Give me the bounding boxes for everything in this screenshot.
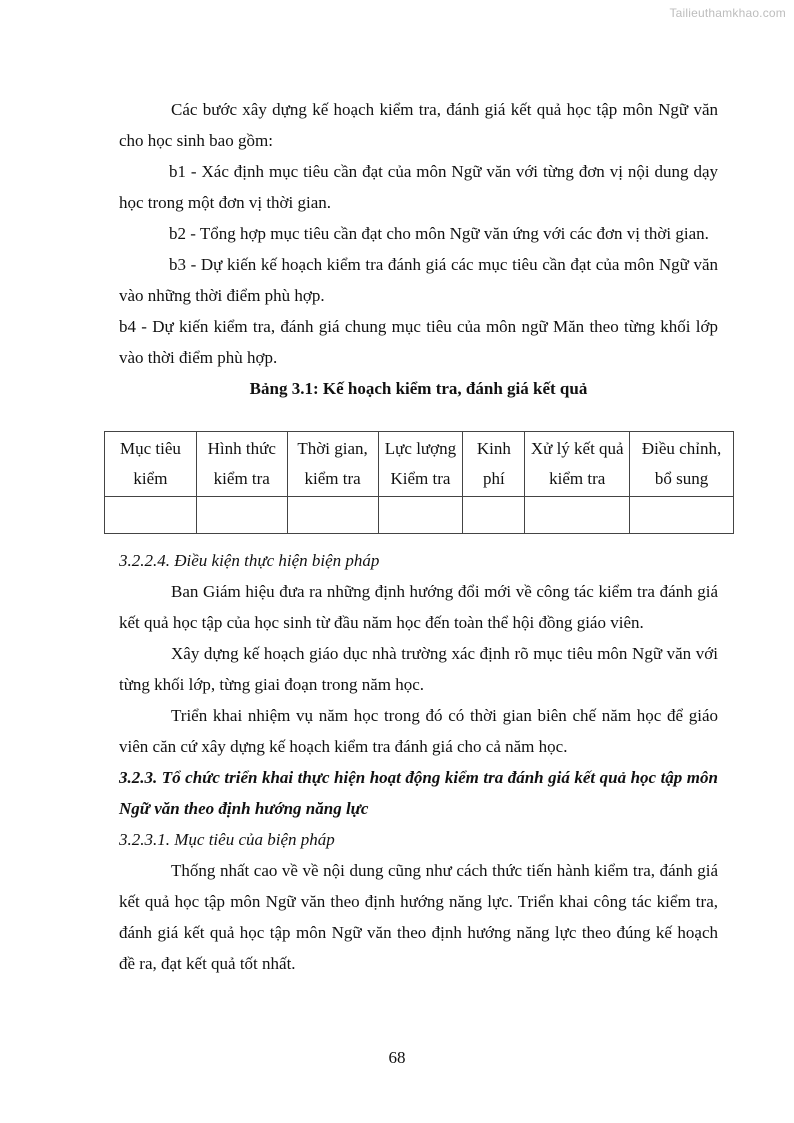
- section-323-heading: 3.2.3. Tổ chức triển khai thực hiện hoạt động kiểm tra đánh giá kết quả học tập môn Ngữ văn theo định hướng năng lực: [119, 768, 718, 818]
- intro-paragraph: Các bước xây dựng kế hoạch kiểm tra, đánh giá kết quả học tập môn Ngữ văn cho học sinh bao gồm:: [119, 100, 718, 150]
- paragraph: Xây dựng kế hoạch giáo dục nhà trường xác định rõ mục tiêu môn Ngữ văn với từng khối lớp, từng giai đoạn trong năm học.: [119, 644, 718, 694]
- header-xu-ly: Xử lý kết quả kiểm tra: [525, 432, 630, 497]
- table-cell: [630, 497, 734, 534]
- paragraph: Triển khai nhiệm vụ năm học trong đó có thời gian biên chế năm học để giáo viên căn cứ xây dựng kế hoạch kiểm tra đánh giá cho cả năm học.: [119, 706, 718, 756]
- header-dieu-chinh: Điều chỉnh, bổ sung: [630, 432, 734, 497]
- table-header-row: [105, 432, 734, 497]
- header-thoi-gian: Thời gian, kiểm tra: [287, 432, 378, 497]
- page-number: 68: [388, 1048, 406, 1067]
- paragraph: Ban Giám hiệu đưa ra những định hướng đổi mới về công tác kiểm tra đánh giá kết quả học tập của học sinh từ đầu năm học đến toàn thể hội đồng giáo viên.: [119, 582, 718, 632]
- paragraph: Thống nhất cao về về nội dung cũng như cách thức tiến hành kiểm tra, đánh giá kết quả học tập môn Ngữ văn theo định hướng năng lực. Triển khai công tác kiểm tra, đánh giá kết quả học tập môn Ngữ văn theo định hướng năng lực theo đúng kế hoạch đề ra, đạt kết quả tốt nhất.: [119, 861, 718, 973]
- section-3231-heading: 3.2.3.1. Mục tiêu của biện pháp: [119, 830, 335, 849]
- section-3224-heading: 3.2.2.4. Điều kiện thực hiện biện pháp: [119, 551, 380, 570]
- header-kinh-phi: Kinh phí: [463, 432, 525, 497]
- step-b3: b3 - Dự kiến kế hoạch kiểm tra đánh giá các mục tiêu cần đạt của môn Ngữ văn vào những thời điểm phù hợp.: [119, 255, 718, 305]
- watermark: Tailieuthamkhao.com: [669, 6, 786, 20]
- header-hinh-thuc: Hình thức kiểm tra: [196, 432, 287, 497]
- step-b4: b4 - Dự kiến kiểm tra, đánh giá chung mục tiêu của môn ngữ Măn theo từng khối lớp vào thời điểm phù hợp.: [119, 317, 718, 367]
- table-cell: [287, 497, 378, 534]
- table-cell: [378, 497, 463, 534]
- table-cell: [463, 497, 525, 534]
- body-block: [119, 545, 718, 979]
- step-b2: b2 - Tổng hợp mục tiêu cần đạt cho môn Ngữ văn ứng với các đơn vị thời gian.: [169, 224, 709, 243]
- plan-table: [104, 431, 734, 534]
- table-caption: Bảng 3.1: Kế hoạch kiểm tra, đánh giá kết quả: [249, 379, 588, 398]
- header-luc-luong: Lực lượng Kiểm tra: [378, 432, 463, 497]
- table-cell: [196, 497, 287, 534]
- header-muc-tieu: Mục tiêu kiểm: [105, 432, 197, 497]
- table-cell: [525, 497, 630, 534]
- step-b1: b1 - Xác định mục tiêu cần đạt của môn Ngữ văn với từng đơn vị nội dung dạy học trong một đơn vị thời gian.: [119, 162, 718, 212]
- intro-block: [119, 94, 718, 404]
- table-cell: [105, 497, 197, 534]
- table-row: [105, 497, 734, 534]
